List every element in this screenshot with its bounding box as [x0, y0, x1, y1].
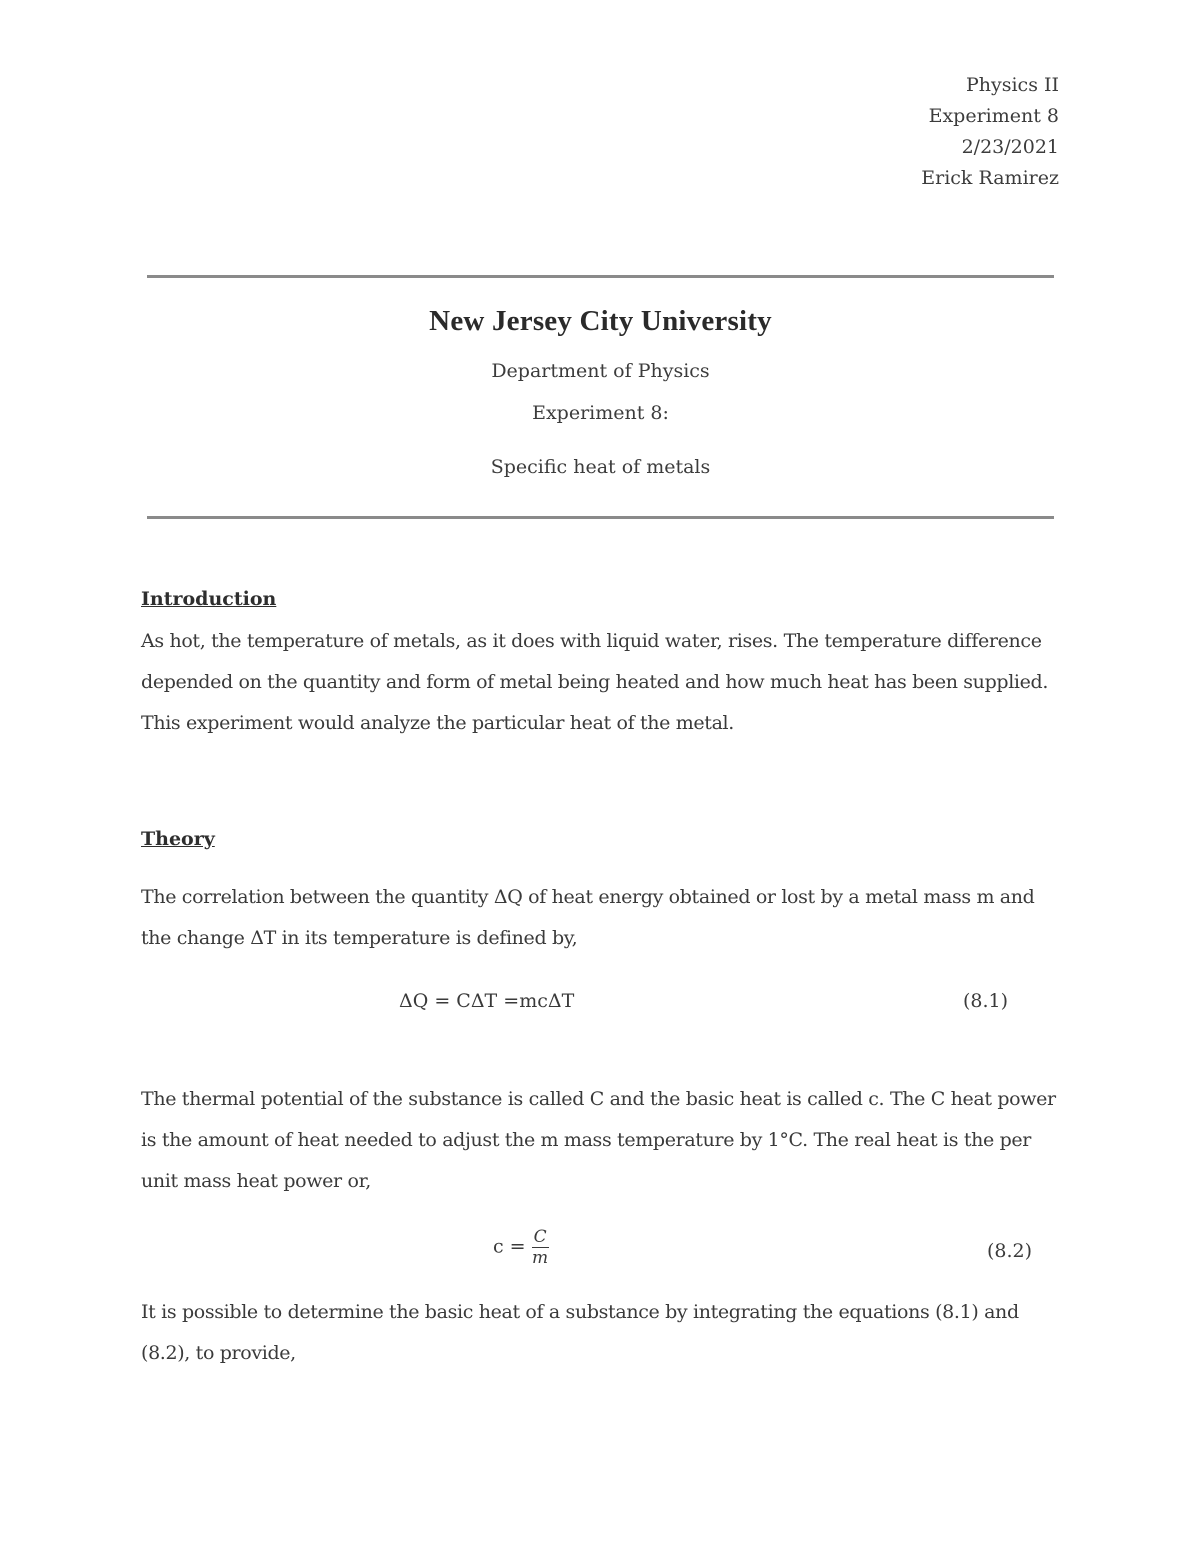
equation-8-2-fraction: [532, 1228, 549, 1267]
equation-8-2-number: (8.2): [987, 1240, 1033, 1262]
theory-heading: Theory: [141, 828, 215, 850]
department-name: Department of Physics: [491, 360, 710, 382]
fraction-denominator: m: [532, 1248, 549, 1268]
equation-8-1-expression: ΔQ = CΔT =mcΔT: [399, 990, 575, 1012]
equation-8-2-expression: [493, 1228, 549, 1267]
bottom-divider: [147, 516, 1054, 519]
experiment-subject: Specific heat of metals: [490, 456, 711, 478]
theory-paragraph-3: It is possible to determine the basic heat of a substance by integrating the equations (8.1) and (8.2), to provide,: [141, 1301, 1019, 1364]
theory-paragraph-2: The thermal potential of the substance is called C and the basic heat is called c. The C heat power is the amount of heat needed to adjust the m mass temperature by 1°C. The real heat is the per unit mass heat power or,: [141, 1088, 1056, 1192]
top-divider: [147, 275, 1054, 278]
equation-8-2-lhs: c =: [493, 1235, 526, 1258]
course-name: Physics II: [965, 74, 1059, 96]
fraction-numerator: C: [533, 1227, 547, 1247]
equation-8-2: [141, 1228, 1066, 1274]
experiment-label: Experiment 8:: [532, 402, 669, 424]
experiment-number: Experiment 8: [928, 105, 1059, 127]
university-title: New Jersey City University: [429, 305, 772, 337]
theory-paragraph-1: The correlation between the quantity ΔQ of heat energy obtained or lost by a metal mass m and the change ΔT in its temperature is defined by,: [141, 886, 1035, 949]
introduction-heading: Introduction: [141, 588, 277, 610]
header-block: [921, 70, 1059, 194]
author-name: Erick Ramirez: [921, 167, 1059, 189]
introduction-paragraph: As hot, the temperature of metals, as it does with liquid water, rises. The temperature difference depended on the quantity and form of metal being heated and how much heat has been supplied. This experiment would analyze the particular heat of the metal.: [141, 630, 1049, 734]
equation-8-1-number: (8.1): [963, 990, 1009, 1012]
report-date: 2/23/2021: [961, 136, 1059, 158]
equation-8-1: [141, 990, 1066, 1020]
